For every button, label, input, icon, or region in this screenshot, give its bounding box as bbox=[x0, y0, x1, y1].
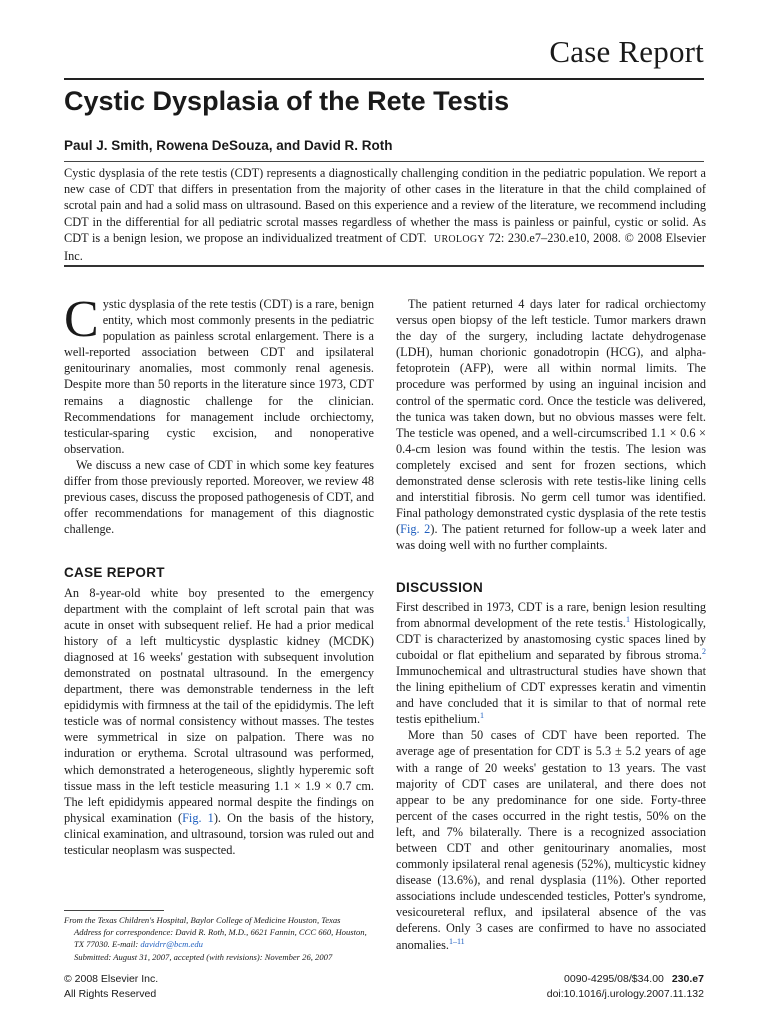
submission-dates: Submitted: August 31, 2007, accepted (with revisions): November 26, 2007 bbox=[74, 951, 333, 962]
correspondence-text: Address for correspondence: David R. Roth, M.D., 6621 Fannin, CCC 660, Houston, TX 77030. E-mail: bbox=[74, 927, 367, 950]
page-number: 230.e7 bbox=[671, 973, 704, 985]
issn-line bbox=[547, 972, 704, 987]
footer-right bbox=[547, 972, 704, 1002]
affiliation-line: From the Texas Children's Hospital, Baylor College of Medicine Houston, Texas bbox=[64, 915, 341, 925]
case-text-a: An 8-year-old white boy presented to the emergency department with the complaint of left scrotal pain that was acute in onset with subsequent relief. He had a prior medical history of a left multicystic dysplastic kidney (MCDK) diagnosed at 16 weeks' gestation with subsequent involution demonstrated on postnatal ultrasound. In the emergency department, there was demonstrable tenderness in the left epididymis with firmness at the tail of the epididymis. The left testicle was of normal consistency without masses. The testes were symmetrical in size on palpation. There was no induration or erythema. Scrotal ultrasound was performed, which demonstrated a heterogeneous, slightly hyperemic soft tissue mass in the left testicle measuring 1.1 × 1.9 × 0.7 cm. The left epididymis appeared normal despite the findings on physical examination ( bbox=[64, 585, 374, 825]
affiliation-footnote bbox=[64, 914, 374, 963]
doi[interactable]: doi:10.1016/j.urology.2007.11.132 bbox=[546, 988, 704, 1000]
drop-cap: C bbox=[64, 291, 99, 348]
discussion-text-c: Immunochemical and ultrastructural studies have shown that the lining epithelium of CDT expresses keratin and vimentin and have concluded that it is similar to that of normal rete testis epithelium. bbox=[396, 663, 706, 727]
footer-left bbox=[64, 972, 158, 1002]
intro-paragraph-2: We discuss a new case of CDT in which some key features differ from those previously reported. Moreover, we review 48 previous cases, discuss the proposed pathogenesis of CDT, and offer recommendations for management of this diagnostic challenge. bbox=[64, 457, 374, 537]
section-label: Case Report bbox=[549, 34, 704, 69]
abstract bbox=[64, 165, 706, 264]
abstract-bottom-rule bbox=[64, 265, 704, 267]
reference-link[interactable]: 1 bbox=[626, 614, 631, 624]
header-rule bbox=[64, 78, 704, 80]
case-report-heading: CASE REPORT bbox=[64, 565, 165, 581]
abstract-text: Cystic dysplasia of the rete testis (CDT) represents a diagnostically challenging condition in the pediatric population. We report a new case of CDT that differs in presentation from the majority of other cases in the literature in that the child complained of scrotal pain and had a solid mass on ultrasound. Based on this experience and a review of the literature, we recommend including CDT in the differential for all pediatric scrotal masses regardless of whether the mass is painless or painful, cystic or solid. As CDT is a benign lesion, we propose an individualized treatment of CDT. bbox=[64, 166, 706, 245]
case-paragraph-1 bbox=[64, 585, 374, 859]
copyright: © 2008 Elsevier Inc. bbox=[64, 973, 159, 985]
reference-link[interactable]: 2 bbox=[702, 646, 706, 656]
intro-paragraph-1 bbox=[64, 291, 374, 457]
left-column bbox=[64, 291, 374, 858]
intro-text-1: ystic dysplasia of the rete testis (CDT) is a rare, benign entity, which most commonly presents in the pediatric population as painless scrotal enlargement. There is a well-reported association between CDT and ipsilateral genitourinary anomalies, most commonly renal agenesis. Despite more than 50 reports in the literature since 1973, CDT remains a diagnostic challenge for the clinician. Recommendations for management include orchiectomy, testicular-sparing cystic excision, and nonoperative observation. bbox=[64, 297, 374, 456]
email-link[interactable]: davidrr@bcm.edu bbox=[140, 939, 203, 950]
figure-2-link[interactable]: Fig. 2 bbox=[400, 522, 431, 537]
discussion-paragraph-1 bbox=[396, 599, 706, 728]
reference-link[interactable]: 1–11 bbox=[448, 936, 465, 946]
article-title: Cystic Dysplasia of the Rete Testis bbox=[64, 86, 510, 116]
discussion-text-b: Histologically, CDT is characterized by anastomosing cystic spaces lined by cuboidal or flat epithelium and separated by fibrous stroma. bbox=[396, 615, 706, 662]
right-column bbox=[396, 296, 706, 953]
surgery-paragraph bbox=[396, 296, 706, 554]
figure-1-link[interactable]: Fig. 1 bbox=[182, 810, 214, 825]
rights-reserved: All Rights Reserved bbox=[64, 988, 157, 1000]
issn-price: 0090-4295/08/$34.00 bbox=[564, 973, 664, 985]
author-list: Paul J. Smith, Rowena DeSouza, and David R. Roth bbox=[64, 138, 393, 153]
reference-link[interactable]: 1 bbox=[480, 711, 485, 721]
discussion-heading: DISCUSSION bbox=[396, 579, 484, 595]
discussion-text-a: First described in 1973, CDT is a rare, benign lesion resulting from abnormal development of the rete testis. bbox=[396, 599, 706, 630]
footnote-rule bbox=[64, 910, 164, 911]
discussion-text-d: More than 50 cases of CDT have been reported. The average age of presentation for CDT is 5.3 ± 5.2 years of age with a range of 20 weeks' gestation to 13 years. The vast majority of CDT cases are unilateral, and there does not appear to be any predominance for one side. Forty-three percent of the cases occurred in the right testis, 50% on the left, and 7% bilaterally. There is a recognized association between CDT and other genitourinary anomalies, most commonly ipsilateral renal agenesis (52%), multicystic kidney disease (13.6%), and renal dysplasia (11%). Other reported associations include undescended testicles, Potter's syndrome, vesicoureteral reflux, and ipsilateral absence of the vas deferens. Only 3 cases are confirmed to have no associated anomalies. bbox=[396, 728, 706, 952]
surgery-text-a: The patient returned 4 days later for radical orchiectomy versus open biopsy of the left testicle. Tumor markers drawn the day of the surgery, including lactate dehydrogenase (LDH), human chorionic gonadotropin (HCG), and alpha-fetoprotein (AFP), were all within normal limits. The procedure was performed by using an inguinal incision and control of the spermatic cord. Once the testicle was delivered, the tunica was taken down, but no obvious masses were felt. The testicle was opened, and a well-circumscribed 1.1 × 0.6 × 0.4-cm lesion was found within the testis. The lesion was completely excised and sent for frozen sections, which demonstrated dense sclerosis with rete testis-like lining cells and interstitial fibrosis. No germ cell tumor was identified. Final pathology demonstrated cystic dysplasia of the rete testis ( bbox=[396, 297, 706, 537]
citation-journal: UROLOGY bbox=[433, 233, 485, 245]
surgery-text-b: ). The patient returned for follow-up a week later and was doing well with no further complaints. bbox=[396, 522, 707, 553]
citation-details: 72: 230.e7–230.e10, 2008. © 2008 Elsevier Inc. bbox=[64, 230, 706, 264]
abstract-top-rule bbox=[64, 161, 704, 162]
discussion-paragraph-2 bbox=[396, 727, 706, 952]
case-text-b: ). On the basis of the history, clinical examination, and ultrasound, torsion was ruled out and testicular neoplasm was suspected. bbox=[64, 810, 374, 857]
correspondence-line bbox=[64, 926, 374, 950]
